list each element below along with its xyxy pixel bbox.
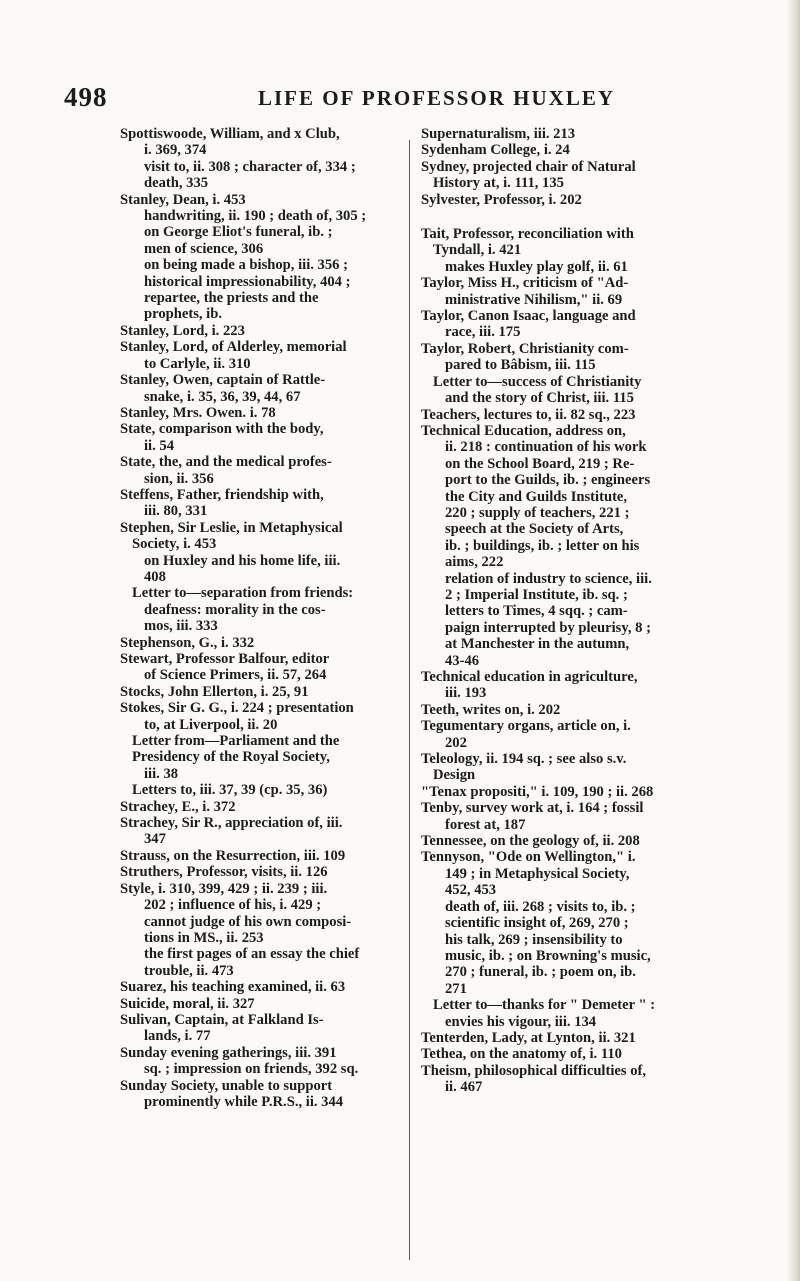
index-continuation-line: 43-46: [445, 652, 480, 669]
index-heading-line: Tenterden, Lady, at Lynton, ii. 321: [421, 1029, 636, 1046]
index-entry: [120, 864, 400, 880]
index-heading-line: Taylor, Canon Isaac, language and: [421, 308, 636, 325]
index-heading-line: Stanley, Lord, of Alderley, memorial: [120, 339, 347, 356]
index-continuation-line: and the story of Christ, iii. 115: [445, 390, 634, 407]
index-continuation-line: lands, i. 77: [144, 1028, 211, 1045]
index-continuation-line: men of science, 306: [144, 240, 264, 257]
index-entry: [421, 1030, 704, 1046]
index-heading-line: Suicide, moral, ii. 327: [120, 995, 255, 1012]
index-heading-line: Stanley, Owen, captain of Rattle-: [120, 372, 326, 389]
index-heading-line: Taylor, Robert, Christianity com-: [421, 340, 629, 357]
index-entry: [120, 405, 400, 421]
index-continuation-line: ib. ; buildings, ib. ; letter on his: [445, 537, 640, 554]
index-heading-line: Stanley, Mrs. Owen. i. 78: [120, 404, 276, 421]
index-entry: [120, 651, 400, 684]
index-group-s: [421, 126, 704, 208]
index-continuation-line: the first pages of an essay the chief: [144, 946, 360, 963]
index-continuation-line: prophets, ib.: [144, 306, 222, 323]
index-continuation-line: Society, i. 453: [132, 536, 217, 553]
index-group-t: [421, 226, 704, 1096]
index-continuation-line: Letter to—separation from friends:: [132, 585, 354, 602]
page-header: [0, 0, 800, 110]
index-continuation-line: Tyndall, i. 421: [433, 242, 522, 259]
index-entry: [421, 192, 704, 208]
index-entry: [421, 1046, 704, 1062]
index-continuation-line: 202: [445, 734, 467, 751]
index-continuation-line: 408: [144, 568, 166, 585]
index-continuation-line: History at, i. 111, 135: [433, 175, 564, 192]
index-entry: [120, 372, 400, 405]
index-heading-line: Sunday evening gatherings, iii. 391: [120, 1044, 337, 1061]
index-continuation-line: sion, ii. 356: [144, 470, 214, 487]
index-continuation-line: 270 ; funeral, ib. ; poem on, ib.: [445, 964, 636, 981]
index-continuation-line: visit to, ii. 308 ; character of, 334 ;: [144, 158, 356, 175]
index-continuation-line: snake, i. 35, 36, 39, 44, 67: [144, 388, 301, 405]
index-continuation-line: ministrative Nihilism," ii. 69: [445, 291, 623, 308]
index-continuation-line: aims, 222: [445, 554, 504, 571]
index-continuation-line: 202 ; influence of his, i. 429 ;: [144, 897, 322, 914]
index-heading-line: Steffens, Father, friendship with,: [120, 486, 324, 503]
index-entry: [120, 1012, 400, 1045]
index-entry: [421, 751, 704, 784]
index-continuation-line: Letter from—Parliament and the: [132, 733, 340, 750]
index-entry: [421, 341, 704, 407]
index-heading-line: Stewart, Professor Balfour, editor: [120, 651, 330, 667]
index-entry: [120, 684, 400, 700]
index-entry: [120, 881, 400, 979]
index-heading-line: Sylvester, Professor, i. 202: [421, 191, 582, 208]
index-continuation-line: on Huxley and his home life, iii.: [144, 552, 341, 569]
index-continuation-line: 2 ; Imperial Institute, ib. sq. ;: [445, 586, 628, 603]
index-continuation-line: relation of industry to science, iii.: [445, 570, 652, 587]
index-entry: [120, 1078, 400, 1111]
index-entry: [120, 1045, 400, 1078]
index-entry: [120, 700, 400, 798]
index-continuation-line: 452, 453: [445, 882, 497, 899]
index-continuation-line: 149 ; in Metaphysical Society,: [445, 865, 630, 882]
index-continuation-line: race, iii. 175: [445, 324, 521, 341]
index-continuation-line: ii. 54: [144, 437, 174, 454]
index-continuation-line: handwriting, ii. 190 ; death of, 305 ;: [144, 208, 367, 225]
index-heading-line: Technical education in agriculture,: [421, 669, 638, 685]
index-entry: [421, 833, 704, 849]
index-entry: [421, 226, 704, 275]
index-continuation-line: trouble, ii. 473: [144, 962, 234, 979]
index-heading-line: Tethea, on the anatomy of, i. 110: [421, 1046, 622, 1063]
index-entry: [421, 308, 704, 341]
index-entry: [120, 192, 400, 323]
index-continuation-line: envies his vigour, iii. 134: [445, 1013, 597, 1030]
index-heading-line: Strachey, Sir R., appreciation of, iii.: [120, 815, 343, 832]
index-continuation-line: Letter to—thanks for " Demeter " :: [433, 997, 656, 1014]
index-continuation-line: makes Huxley play golf, ii. 61: [445, 258, 628, 275]
index-continuation-line: to, at Liverpool, ii. 20: [144, 716, 278, 733]
index-continuation-line: Design: [433, 767, 476, 784]
index-entry: [421, 407, 704, 423]
index-continuation-line: port to the Guilds, ib. ; engineers: [445, 472, 651, 489]
index-entry: [421, 784, 704, 800]
group-spacer: [421, 208, 704, 226]
index-entry: [120, 487, 400, 520]
index-entry: [421, 1063, 704, 1096]
index-continuation-line: ii. 467: [445, 1079, 483, 1096]
index-continuation-line: death, 335: [144, 175, 209, 192]
index-entry: [421, 702, 704, 718]
index-continuation-line: the City and Guilds Institute,: [445, 488, 628, 505]
index-continuation-line: on being made a bishop, iii. 356 ;: [144, 257, 348, 274]
index-heading-line: Teleology, ii. 194 sq. ; see also s.v.: [421, 751, 627, 768]
index-continuation-line: death of, iii. 268 ; visits to, ib. ;: [445, 898, 636, 915]
index-entry: [120, 520, 400, 635]
index-continuation-line: 220 ; supply of teachers, 221 ;: [445, 504, 630, 521]
index-heading-line: Sydenham College, i. 24: [421, 142, 570, 159]
index-entry: [120, 454, 400, 487]
index-continuation-line: forest at, 187: [445, 816, 526, 833]
index-heading-line: Stocks, John Ellerton, i. 25, 91: [120, 683, 309, 700]
page-spine-shadow: [786, 0, 800, 1281]
index-continuation-line: iii. 80, 331: [144, 503, 208, 520]
index-heading-line: Sulivan, Captain, at Falkland Is-: [120, 1011, 324, 1028]
index-entry: [120, 635, 400, 651]
index-heading-line: Stanley, Dean, i. 453: [120, 191, 246, 208]
index-entry: [120, 323, 400, 339]
index-entry: [120, 815, 400, 848]
index-continuation-line: at Manchester in the autumn,: [445, 636, 630, 653]
index-heading-line: State, the, and the medical profes-: [120, 454, 332, 471]
index-entry: [120, 979, 400, 995]
index-continuation-line: sq. ; impression on friends, 392 sq.: [144, 1061, 359, 1078]
index-entry: [120, 799, 400, 815]
index-heading-line: Sunday Society, unable to support: [120, 1077, 333, 1094]
index-entry: [120, 848, 400, 864]
index-continuation-line: repartee, the priests and the: [144, 290, 319, 307]
index-entry: [421, 126, 704, 142]
index-continuation-line: prominently while P.R.S., ii. 344: [144, 1093, 344, 1110]
index-continuation-line: 271: [445, 980, 467, 997]
index-continuation-line: historical impressionability, 404 ;: [144, 273, 351, 290]
index-continuation-line: Letter to—success of Christianity: [433, 373, 642, 390]
index-heading-line: Sydney, projected chair of Natural: [421, 158, 636, 175]
index-entry: [120, 339, 400, 372]
index-heading-line: Stephen, Sir Leslie, in Metaphysical: [120, 519, 343, 536]
index-entry: [421, 423, 704, 669]
index-heading-line: Theism, philosophical difficulties of,: [421, 1062, 647, 1079]
index-heading-line: Stephenson, G., i. 332: [120, 634, 255, 651]
index-entry: [421, 718, 704, 751]
index-continuation-line: deafness: morality in the cos-: [144, 601, 326, 618]
page-number: 498: [64, 82, 108, 112]
index-continuation-line: music, ib. ; on Browning's music,: [445, 947, 651, 964]
index-heading-line: Style, i. 310, 399, 429 ; ii. 239 ; iii.: [120, 880, 328, 897]
index-heading-line: Tennessee, on the geology of, ii. 208: [421, 833, 640, 850]
index-heading-line: Supernaturalism, iii. 213: [421, 126, 576, 142]
index-continuation-line: letters to Times, 4 sqq. ; cam-: [445, 603, 628, 620]
index-continuation-line: paign interrupted by pleurisy, 8 ;: [445, 619, 651, 636]
index-heading-line: "Tenax propositi," i. 109, 190 ; ii. 268: [421, 783, 654, 800]
index-continuation-line: iii. 193: [445, 685, 487, 702]
index-continuation-line: speech at the Society of Arts,: [445, 521, 624, 538]
index-continuation-line: 347: [144, 831, 166, 848]
index-continuation-line: Letters to, iii. 37, 39 (cp. 35, 36): [132, 782, 328, 799]
index-heading-line: Tennyson, "Ode on Wellington," i.: [421, 849, 636, 866]
index-heading-line: Taylor, Miss H., criticism of "Ad-: [421, 275, 629, 292]
index-continuation-line: Presidency of the Royal Society,: [132, 749, 330, 766]
index-entry: [421, 849, 704, 1029]
index-continuation-line: cannot judge of his own composi-: [144, 913, 352, 930]
index-heading-line: Tenby, survey work at, i. 164 ; fossil: [421, 800, 644, 817]
index-column-left: [120, 126, 400, 1110]
index-entry: [421, 800, 704, 833]
index-continuation-line: of Science Primers, ii. 57, 264: [144, 667, 327, 684]
index-heading-line: Struthers, Professor, visits, ii. 126: [120, 864, 328, 881]
index-entry: [421, 275, 704, 308]
index-heading-line: Stanley, Lord, i. 223: [120, 322, 245, 339]
index-continuation-line: iii. 38: [144, 765, 179, 782]
index-continuation-line: pared to Bâbism, iii. 115: [445, 357, 596, 374]
index-continuation-line: on the School Board, 219 ; Re-: [445, 455, 635, 472]
index-entry: [421, 159, 704, 192]
index-heading-line: Technical Education, address on,: [421, 422, 626, 439]
index-entry: [120, 996, 400, 1012]
index-continuation-line: i. 369, 374: [144, 142, 207, 159]
index-entry: [120, 421, 400, 454]
index-heading-line: Teeth, writes on, i. 202: [421, 701, 561, 718]
index-continuation-line: scientific insight of, 269, 270 ;: [445, 915, 629, 932]
index-heading-line: Spottiswoode, William, and x Club,: [120, 126, 340, 142]
index-entry: [421, 669, 704, 702]
index-continuation-line: on George Eliot's funeral, ib. ;: [144, 224, 333, 241]
index-entry: [120, 126, 400, 192]
index-heading-line: State, comparison with the body,: [120, 421, 324, 438]
index-heading-line: Teachers, lectures to, ii. 82 sq., 223: [421, 406, 636, 423]
running-title: LIFE OF PROFESSOR HUXLEY: [258, 86, 616, 110]
index-continuation-line: mos, iii. 333: [144, 618, 218, 635]
index-column-right: [421, 126, 704, 1096]
index-heading-line: Tegumentary organs, article on, i.: [421, 718, 631, 735]
index-heading-line: Stokes, Sir G. G., i. 224 ; presentation: [120, 700, 354, 717]
index-heading-line: Strachey, E., i. 372: [120, 798, 236, 815]
index-continuation-line: to Carlyle, ii. 310: [144, 355, 251, 372]
index-heading-line: Tait, Professor, reconciliation with: [421, 226, 634, 243]
index-entry: [421, 142, 704, 158]
index-heading-line: Strauss, on the Resurrection, iii. 109: [120, 847, 346, 864]
index-continuation-line: tions in MS., ii. 253: [144, 929, 264, 946]
index-continuation-line: his talk, 269 ; insensibility to: [445, 931, 623, 948]
column-divider: [409, 140, 410, 1260]
index-heading-line: Suarez, his teaching examined, ii. 63: [120, 979, 346, 996]
index-continuation-line: ii. 218 : continuation of his work: [445, 439, 647, 456]
